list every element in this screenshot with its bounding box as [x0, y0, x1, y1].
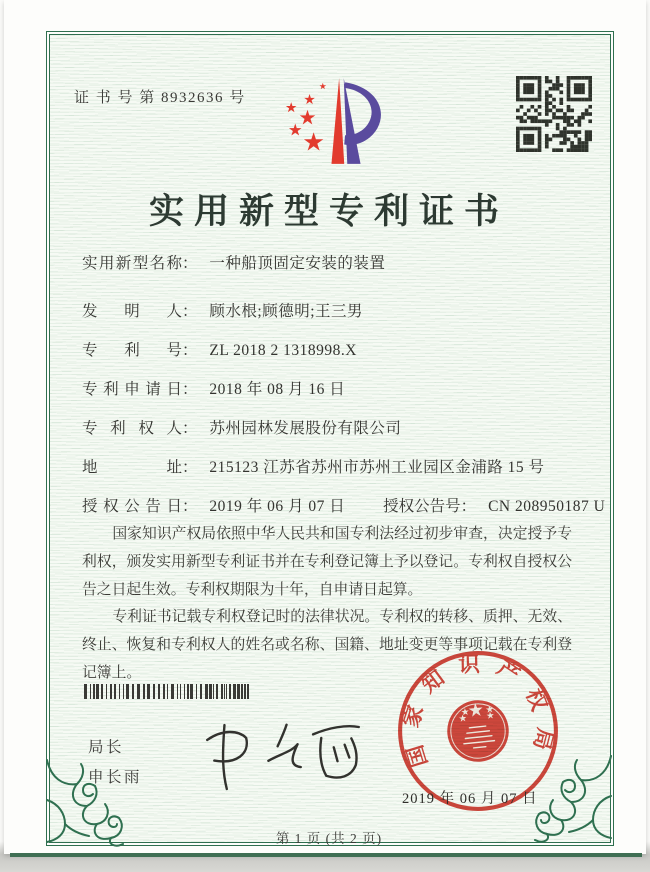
field-row-utility-model-name — [82, 252, 564, 275]
field-colon: ： — [182, 459, 198, 476]
barcode — [84, 684, 250, 699]
grant-number-value: CN 208950187 U — [488, 498, 606, 515]
legal-paragraph-1: 国家知识产权局依照中华人民共和国专利法经过初步审查，决定授予专利权，颁发实用新型专利证书并在专利登记簿上予以登记。专利权自授权公告之日起生效。专利权期限为十年，自申请日起算。 — [82, 526, 572, 598]
field-label: 专利申请日 — [82, 381, 182, 398]
page-number: 第 1 页 (共 2 页) — [275, 831, 383, 846]
corner-flourish-icon — [45, 756, 135, 848]
field-row-patent-number — [82, 339, 564, 362]
field-row-grant-date-and-number — [82, 495, 606, 518]
seal-ring-text: 国家知识产权局 — [398, 652, 558, 770]
field-colon: ： — [182, 420, 198, 437]
paper-bottom-edge — [10, 853, 642, 857]
field-row-address — [82, 456, 564, 479]
field-colon: ： — [182, 255, 198, 272]
field-label: 专利号 — [82, 342, 182, 359]
seal-date: 2019 年 06 月 07 日 — [402, 791, 538, 807]
signer-name: 申长雨 — [88, 769, 143, 786]
qr-code — [516, 76, 592, 152]
field-label: 专利权人 — [82, 420, 182, 437]
field-list — [82, 252, 606, 534]
field-colon: ： — [182, 303, 198, 320]
certificate-title: 实用新型专利证书 — [148, 192, 509, 231]
field-row-inventors — [82, 300, 564, 323]
field-value: 一种船顶固定安装的装置 — [209, 255, 386, 272]
field-colon: ： — [460, 498, 477, 515]
grant-number-label: 授权公告号 — [383, 498, 461, 515]
corner-flourish-icon — [523, 752, 613, 844]
certificate-number: 证 书 号 第 8932636 号 — [74, 90, 246, 106]
field-label: 授权公告日 — [82, 498, 182, 515]
field-value: 顾水根;顾德明;王三男 — [209, 303, 364, 320]
handwritten-signature-icon — [190, 703, 376, 802]
field-colon: ： — [182, 342, 198, 359]
signer-title: 局长 — [88, 739, 125, 756]
field-label: 实用新型名称 — [82, 255, 182, 272]
field-value: 苏州园林发展股份有限公司 — [209, 420, 402, 437]
national-emblem-icon — [444, 697, 512, 765]
field-colon: ： — [182, 498, 198, 515]
field-value: 215123 江苏省苏州市苏州工业园区金浦路 15 号 — [209, 459, 545, 476]
field-row-patentee — [82, 417, 564, 440]
field-label: 地址 — [82, 459, 182, 476]
field-value: 2019 年 06 月 07 日 — [209, 498, 346, 515]
field-value: 2018 年 08 月 16 日 — [209, 381, 346, 398]
field-label: 发明人 — [82, 303, 182, 320]
legal-paragraph-2: 专利证书记载专利权登记时的法律状况。专利权的转移、质押、无效、终止、恢复和专利权人的姓名或名称、国籍、地址变更等事项记载在专利登记簿上。 — [82, 609, 572, 682]
field-row-filing-date — [82, 378, 564, 401]
cnipa-logo-icon — [282, 72, 384, 172]
field-value: ZL 2018 2 1318998.X — [209, 342, 357, 359]
field-colon: ： — [182, 381, 198, 398]
